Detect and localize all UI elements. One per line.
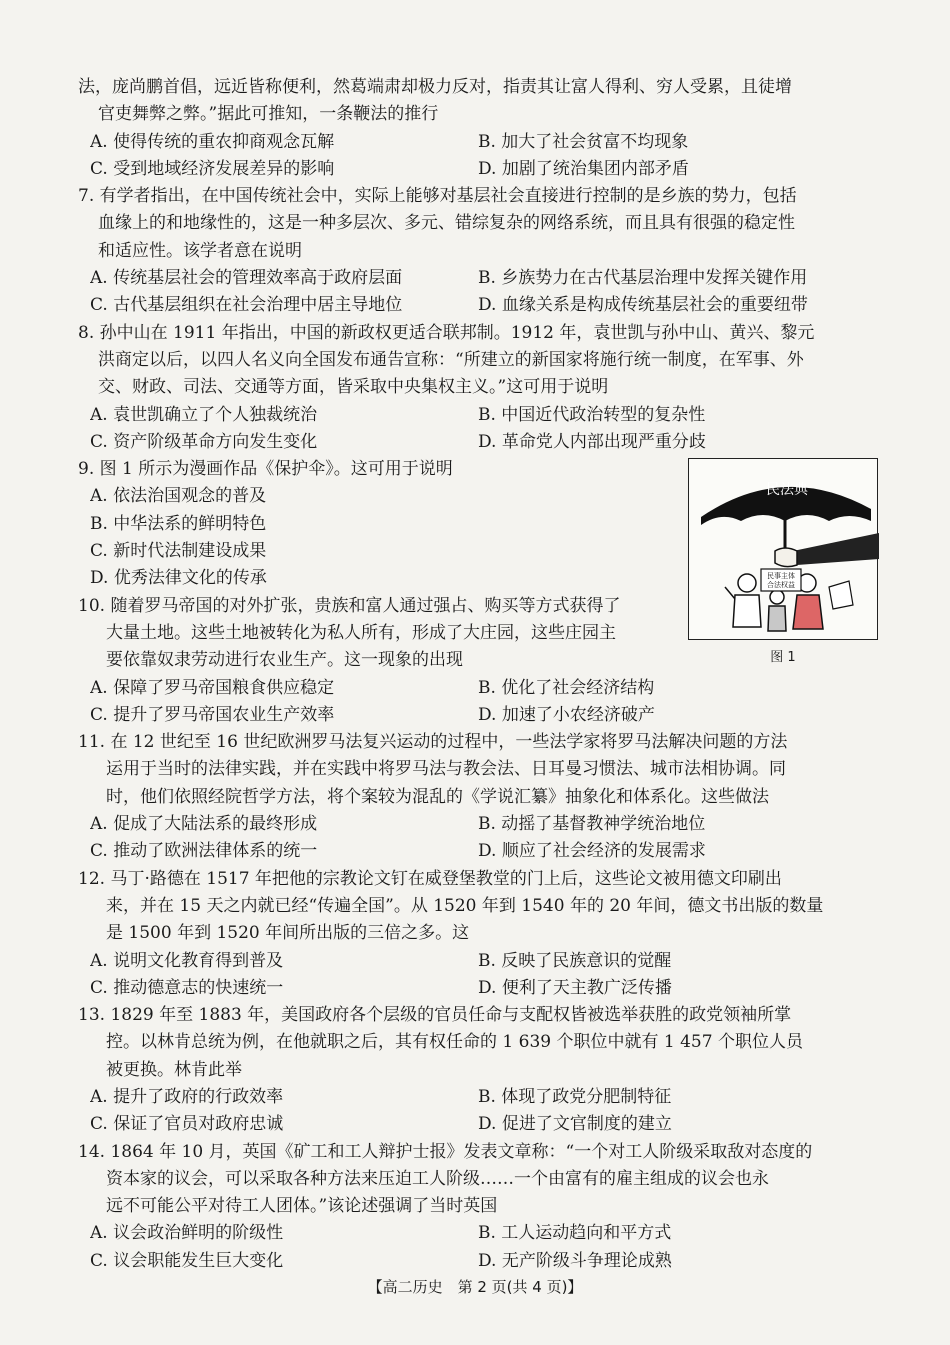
stem-line: 法，庞尚鹏首倡，远近皆称便利，然葛端肃却极力反对，指责其让富人得利、穷人受累，且徒增 [78, 77, 792, 97]
option-a: A. 传统基层社会的管理效率高于政府层面 [90, 268, 403, 289]
question-13-stem [78, 1002, 883, 1084]
stem-line: 11. 在 12 世纪至 16 世纪欧洲罗马法复兴运动的过程中，一些法学家将罗马法解决问题的方法 [78, 732, 788, 753]
option-c: C. 新时代法制建设成果 [90, 541, 267, 562]
option-a: A. 促成了大陆法系的最终形成 [90, 814, 318, 835]
umbrella-label: 民法典 [766, 482, 808, 498]
stem-line: 12. 马丁·路德在 1517 年把他的宗教论文钉在威登堡教堂的门上后，这些论文被用德文印刷出 [78, 868, 782, 889]
stem-line: 是 1500 年到 1520 年间所出版的三倍之多。这 [106, 923, 470, 944]
question-12-stem [78, 866, 883, 948]
option-b: B. 加大了社会贫富不均现象 [478, 131, 689, 152]
option-d: D. 便利了天主教广泛传播 [478, 977, 672, 998]
question-12 [78, 866, 883, 1002]
question-9-options [78, 483, 690, 592]
stem-line: 交、财政、司法、交通等方面，皆采取中央集权主义。”这可用于说明 [98, 377, 609, 398]
option-b: B. 动摇了基督教神学统治地位 [478, 814, 706, 835]
question-8 [78, 320, 883, 456]
stem-line: 被更换。林肯此举 [106, 1059, 242, 1080]
option-d: D. 加剧了统治集团内部矛盾 [478, 158, 689, 179]
question-9-stem [78, 456, 698, 483]
option-a: A. 使得传统的重农抑商观念瓦解 [90, 131, 335, 152]
stem-line: 血缘上的和地缘性的，这是一种多层次、多元、错综复杂的网络系统，而且具有很强的稳定性 [98, 213, 795, 234]
cartoon-frame [688, 458, 878, 640]
stem-line: 洪商定以后，以四人名义向全国发布通告宣称：“所建立的新国家将施行统一制度，在军事、外 [98, 349, 804, 370]
option-a: A. 依法治国观念的普及 [90, 486, 267, 507]
stem-line: 8. 孙中山在 1911 年指出，中国的新政权更适合联邦制。1912 年，袁世凯与孙中山、黄兴、黎元 [78, 322, 815, 343]
stem-line: 7. 有学者指出，在中国传统社会中，实际上能够对基层社会直接进行控制的是乡族的势力，包括 [78, 186, 797, 207]
question-8-stem [78, 320, 883, 402]
question-14 [78, 1139, 883, 1275]
question-8-options [78, 402, 883, 457]
question-7-stem [78, 183, 883, 265]
suited-arm [793, 533, 879, 565]
stem-line: 要依靠奴隶劳动进行农业生产。这一现象的出现 [106, 650, 463, 671]
question-12-options [78, 948, 883, 1003]
stem-line: 来，并在 15 天之内就已经“传遍全国”。从 1520 年到 1540 年的 20 年间，德文书出版的数量 [106, 895, 824, 916]
page-footer: 【高二历史 第 2 页(共 4 页)】 [367, 1278, 583, 1296]
question-13-options [78, 1084, 883, 1139]
option-c: C. 受到地域经济发展差异的影响 [90, 158, 335, 179]
option-d: D. 无产阶级斗争理论成熟 [478, 1250, 672, 1271]
option-a: A. 提升了政府的行政效率 [90, 1086, 284, 1107]
option-b: B. 反映了民族意识的觉醒 [478, 950, 672, 971]
hand [775, 548, 797, 567]
stem-line: 10. 随着罗马帝国的对外扩张，贵族和富人通过强占、购买等方式获得了 [78, 595, 621, 616]
option-d: D. 促进了文官制度的建立 [478, 1114, 672, 1135]
stem-line: 14. 1864 年 10 月，英国《矿工和工人辩护士报》发表文章称：“一个对工人阶级采取敌对态度的 [78, 1141, 813, 1162]
stem-line: 9. 图 1 所示为漫画作品《保护伞》。这可用于说明 [78, 459, 453, 480]
question-11-stem [78, 729, 883, 811]
option-a: A. 议会政治鲜明的阶级性 [90, 1223, 284, 1244]
question-11-options [78, 811, 883, 866]
document-paper [829, 581, 853, 609]
option-c: C. 保证了官员对政府忠诚 [90, 1114, 284, 1135]
figure-1 [688, 458, 878, 668]
option-b: B. 中国近代政治转型的复杂性 [478, 404, 706, 425]
option-c: C. 推动德意志的快速统一 [90, 977, 284, 998]
question-6-options [78, 129, 883, 184]
stem-line: 远不可能公平对待工人团体。”该论述强调了当时英国 [106, 1196, 498, 1217]
question-7 [78, 183, 883, 319]
stem-line: 和适应性。该学者意在说明 [98, 240, 302, 261]
stem-line: 控。以林肯总统为例，在他就职之后，其有权任命的 1 639 个职位中就有 1 457 个职位人员 [106, 1032, 803, 1053]
stem-line: 运用于当时的法律实践，并在实践中将罗马法与教会法、日耳曼习惯法、城市法相协调。同 [106, 759, 786, 780]
question-7-options [78, 265, 883, 320]
option-c: C. 提升了罗马帝国农业生产效率 [90, 704, 335, 725]
option-b: B. 中华法系的鲜明特色 [90, 513, 267, 534]
option-d: D. 加速了小农经济破产 [478, 704, 655, 725]
sign-text-line-1: 民事主体 [767, 572, 795, 580]
stem-line: 官吏舞弊之弊。”据此可推知，一条鞭法的推行 [98, 104, 439, 125]
figure-caption: 图 1 [770, 650, 796, 665]
question-14-options [78, 1220, 883, 1275]
option-c: C. 推动了欧洲法律体系的统一 [90, 841, 318, 862]
stem-line: 13. 1829 年至 1883 年，美国政府各个层级的官员任命与支配权皆被选举获胜的政党领袖所掌 [78, 1005, 792, 1026]
umbrella-cartoon-illustration [689, 459, 879, 641]
question-content [78, 74, 883, 1275]
option-d: D. 血缘关系是构成传统基层社会的重要纽带 [478, 295, 808, 316]
option-d: D. 顺应了社会经济的发展需求 [478, 841, 706, 862]
question-6-continuation [78, 74, 883, 183]
option-d: D. 革命党人内部出现严重分歧 [478, 431, 706, 452]
option-c: C. 议会职能发生巨大变化 [90, 1250, 284, 1271]
option-a: A. 保障了罗马帝国粮食供应稳定 [90, 677, 335, 698]
question-6-stem [78, 74, 883, 129]
option-b: B. 乡族势力在古代基层治理中发挥关键作用 [478, 268, 808, 289]
option-b: B. 体现了政党分肥制特征 [478, 1086, 672, 1107]
option-c: C. 资产阶级革命方向发生变化 [90, 431, 318, 452]
option-d: D. 优秀法律文化的传承 [90, 568, 267, 589]
sign-text-line-2: 合法权益 [767, 581, 795, 589]
option-c: C. 古代基层组织在社会治理中居主导地位 [90, 295, 403, 316]
option-b: B. 优化了社会经济结构 [478, 677, 655, 698]
stem-line: 大量土地。这些土地被转化为私人所有，形成了大庄园，这些庄园主 [106, 622, 616, 643]
option-b: B. 工人运动趋向和平方式 [478, 1223, 672, 1244]
question-11 [78, 729, 883, 865]
question-13 [78, 1002, 883, 1138]
option-a: A. 袁世凯确立了个人独裁统治 [90, 404, 318, 425]
stem-line: 资本家的议会，可以采取各种方法来压迫工人阶级……一个由富有的雇主组成的议会也永 [106, 1168, 769, 1189]
option-a: A. 说明文化教育得到普及 [90, 950, 284, 971]
question-10-options [78, 675, 883, 730]
stem-line: 时，他们依照经院哲学方法，将个案较为混乱的《学说汇纂》抽象化和体系化。这些做法 [106, 786, 769, 807]
question-14-stem [78, 1139, 883, 1221]
